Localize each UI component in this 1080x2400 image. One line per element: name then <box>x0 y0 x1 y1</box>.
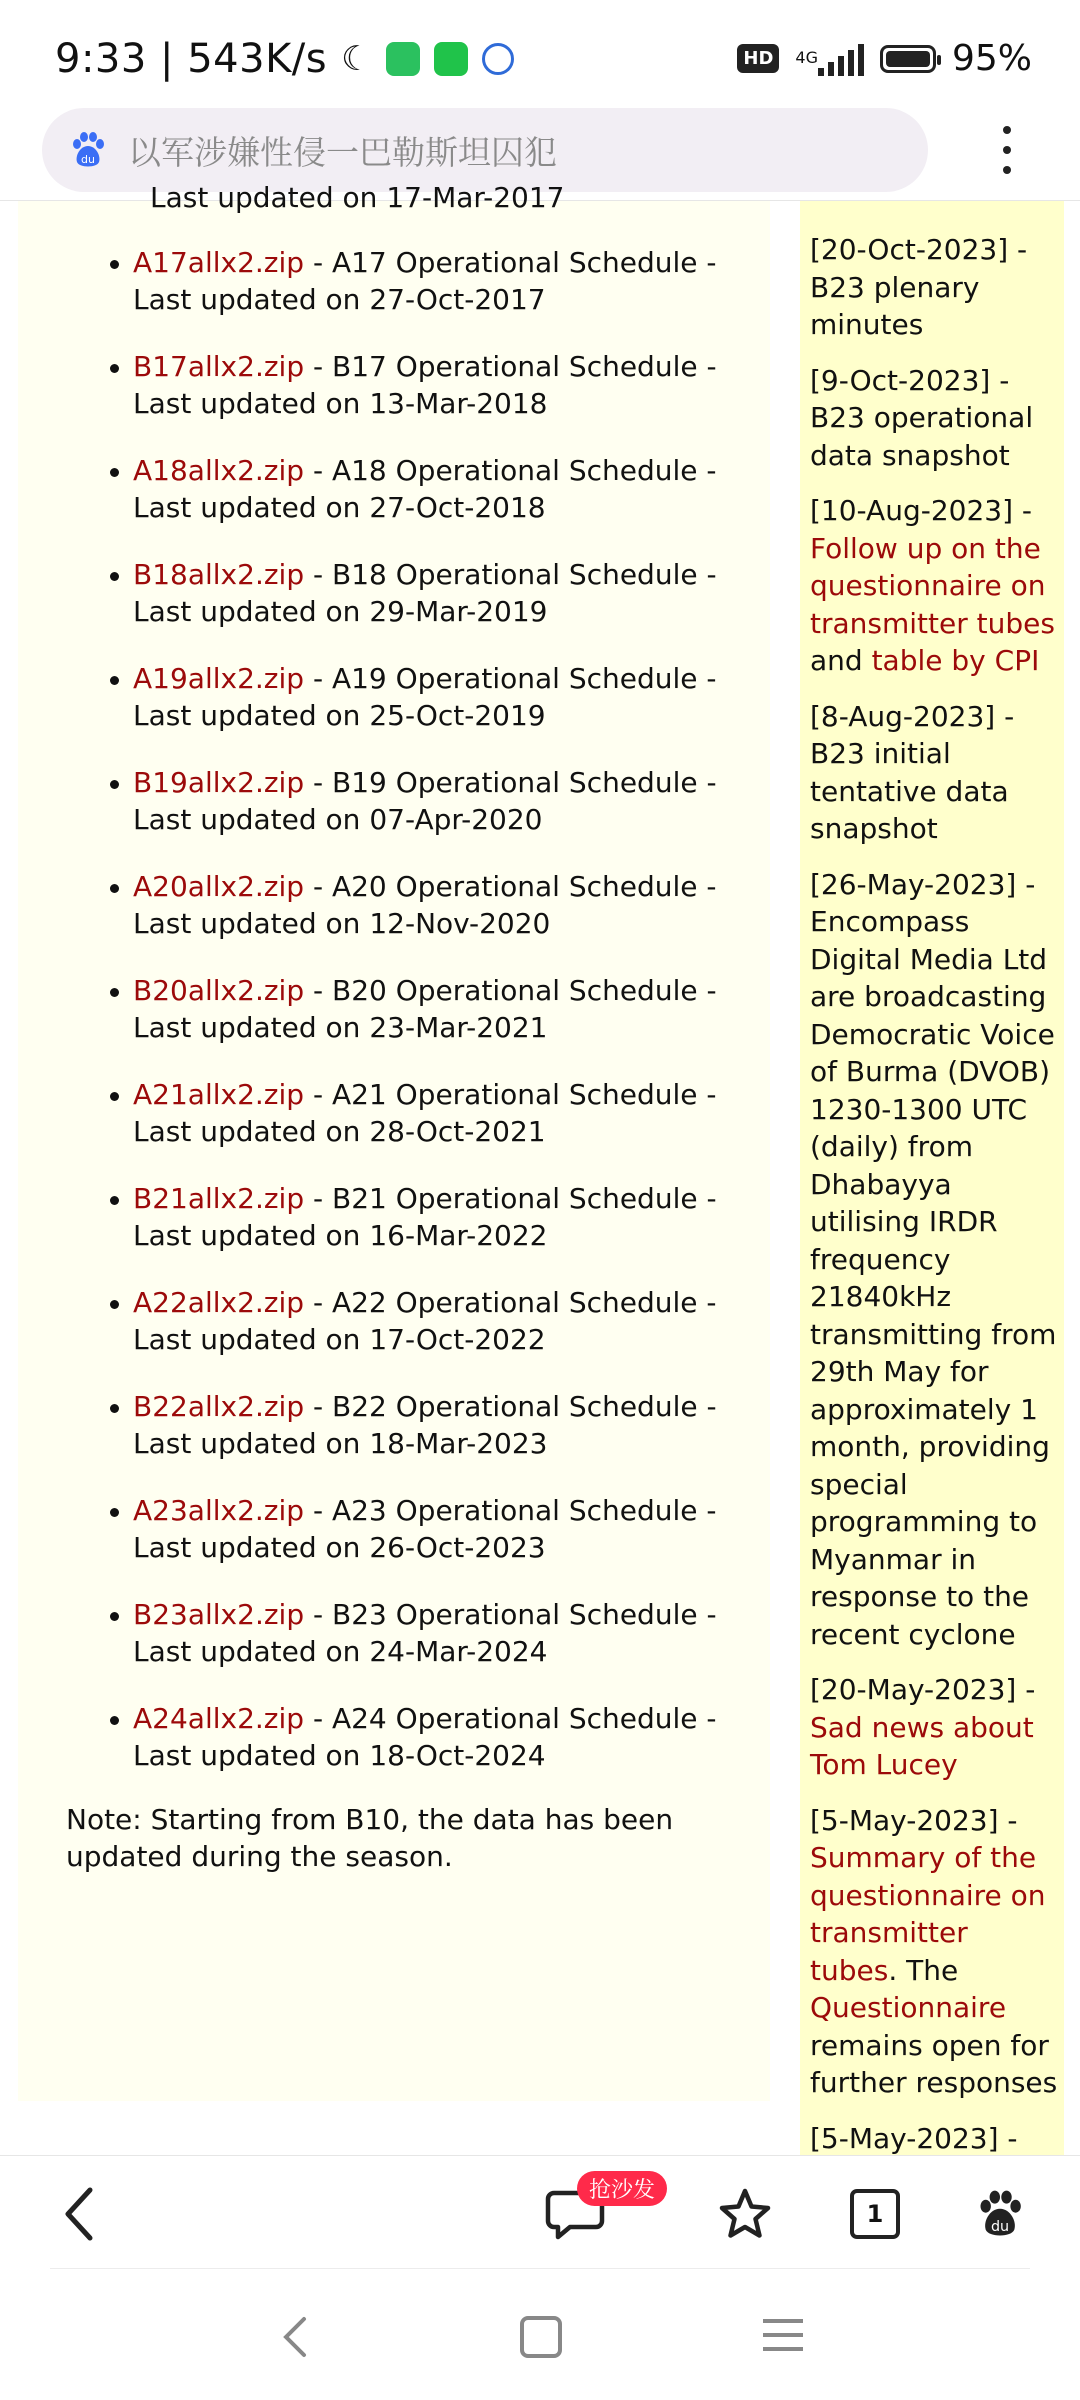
schedule-item <box>18 556 733 660</box>
news-date: [10-Aug-2023] - <box>810 494 1033 527</box>
schedule-zip-link[interactable]: A20allx2.zip <box>133 870 305 903</box>
schedule-item <box>18 1180 733 1284</box>
schedule-description: - A18 Operational Schedule - Last updated on 27-Oct-2018 <box>133 454 717 524</box>
svg-text:du: du <box>990 2218 1010 2235</box>
schedule-zip-link[interactable]: B22allx2.zip <box>133 1390 305 1423</box>
main-column <box>18 181 770 2101</box>
schedule-description: - B21 Operational Schedule - Last updated on 16-Mar-2022 <box>133 1182 717 1252</box>
svg-text:du: du <box>81 153 95 166</box>
system-menu-icon[interactable] <box>763 2315 803 2351</box>
schedule-description: - A24 Operational Schedule - Last updated on 18-Oct-2024 <box>133 1702 717 1772</box>
search-input[interactable]: 以军涉嫌性侵一巴勒斯坦囚犯 <box>128 132 557 172</box>
schedule-zip-link[interactable]: B17allx2.zip <box>133 350 305 383</box>
bottom-nav <box>0 2155 1080 2271</box>
schedule-description: - B19 Operational Schedule - Last updated on 07-Apr-2020 <box>133 766 717 836</box>
status-bar <box>0 0 1080 110</box>
schedule-zip-link[interactable]: A21allx2.zip <box>133 1078 305 1111</box>
news-item <box>810 866 1060 1654</box>
schedule-description: - A17 Operational Schedule - Last updated on 27-Oct-2017 <box>133 246 717 316</box>
schedule-item <box>18 764 733 868</box>
news-text: B23 operational data snapshot <box>810 401 1034 472</box>
news-item <box>810 2120 1060 2158</box>
news-item <box>810 231 1060 344</box>
divider <box>50 2268 1030 2269</box>
news-date: [26-May-2023] - <box>810 867 1036 901</box>
schedule-note: Note: Starting from B10, the data has been updated during the season. <box>66 1803 674 1873</box>
schedule-description: - B22 Operational Schedule - Last updated on 18-Mar-2023 <box>133 1390 717 1460</box>
schedule-zip-link[interactable]: B21allx2.zip <box>133 1182 305 1215</box>
network-type: 4G <box>795 47 818 67</box>
comment-badge: 抢沙发 <box>577 2171 667 2206</box>
schedule-zip-link[interactable]: B23allx2.zip <box>133 1598 305 1631</box>
news-date: [5-May-2023] - <box>810 2121 1018 2155</box>
news-date: [20-May-2023] - <box>810 1673 1036 1706</box>
news-item <box>810 698 1060 848</box>
schedule-item <box>18 972 733 1076</box>
wechat-icon <box>386 42 420 76</box>
tab-count: 1 <box>850 2189 900 2239</box>
news-date: [20-Oct-2023] - <box>810 233 1028 266</box>
schedule-zip-link[interactable]: B19allx2.zip <box>133 766 305 799</box>
schedule-list <box>18 244 733 1804</box>
schedule-description: - A22 Operational Schedule - Last updated on 17-Oct-2022 <box>133 1286 717 1356</box>
schedule-item <box>18 1596 733 1700</box>
schedule-description: - B17 Operational Schedule - Last updated on 13-Mar-2018 <box>133 350 717 420</box>
time-speed: 9:33 | 543K/s <box>55 36 328 82</box>
iqiyi-icon <box>434 42 468 76</box>
moon-icon: ☾ <box>341 39 373 79</box>
battery-icon <box>880 45 936 73</box>
schedule-item <box>18 660 733 764</box>
schedule-description: - A21 Operational Schedule - Last updated on 28-Oct-2021 <box>133 1078 717 1148</box>
schedule-item <box>18 452 733 556</box>
news-item <box>810 1671 1060 1784</box>
status-right <box>737 38 1032 79</box>
news-link[interactable]: Questionnaire <box>810 1991 1007 2024</box>
hd-badge: HD <box>737 44 779 73</box>
tabs-button[interactable] <box>835 2156 915 2271</box>
news-date: [9-Oct-2023] - <box>810 363 1010 397</box>
schedule-item <box>18 868 733 972</box>
schedule-item <box>18 1076 733 1180</box>
baidu-logo-icon <box>68 130 108 170</box>
news-text: remains open for further responses <box>810 2028 1058 2099</box>
news-link[interactable]: Summary of the questionnaire on transmitter tubes <box>810 1841 1046 1987</box>
schedule-description: - B20 Operational Schedule - Last updated on 23-Mar-2021 <box>133 974 717 1044</box>
news-date: [8-Aug-2023] - <box>810 699 1015 733</box>
more-menu-icon[interactable] <box>1000 118 1014 184</box>
ifly-icon <box>482 43 514 75</box>
schedule-zip-link[interactable]: A24allx2.zip <box>133 1702 305 1735</box>
news-link[interactable]: Follow up on the questionnaire on transmitter tubes <box>810 531 1055 640</box>
schedule-zip-link[interactable]: B18allx2.zip <box>133 558 305 591</box>
news-text: and <box>810 644 872 677</box>
clipped-text: Last updated on 17-Mar-2017 <box>150 181 565 214</box>
schedule-zip-link[interactable]: B20allx2.zip <box>133 974 305 1007</box>
news-text: B23 initial tentative data snapshot <box>810 737 1009 845</box>
schedule-item <box>18 1284 733 1388</box>
schedule-item <box>18 1700 733 1804</box>
news-text: . The <box>888 1953 959 1987</box>
status-left <box>55 36 514 82</box>
signal-icon <box>795 42 864 76</box>
news-date: [5-May-2023] - <box>810 1803 1018 1837</box>
schedule-description: - A19 Operational Schedule - Last updated on 25-Oct-2019 <box>133 662 717 732</box>
news-item <box>810 1802 1060 2102</box>
schedule-item <box>18 1388 733 1492</box>
favorite-button[interactable] <box>705 2156 785 2271</box>
back-button[interactable] <box>40 2156 120 2271</box>
news-link[interactable]: Sad news about Tom Lucey <box>810 1710 1034 1781</box>
schedule-zip-link[interactable]: A19allx2.zip <box>133 662 305 695</box>
schedule-item <box>18 348 733 452</box>
schedule-zip-link[interactable]: A22allx2.zip <box>133 1286 305 1319</box>
schedule-zip-link[interactable]: A17allx2.zip <box>133 246 305 279</box>
system-home-icon[interactable] <box>520 2316 562 2358</box>
schedule-description: - B23 Operational Schedule - Last updated on 24-Mar-2024 <box>133 1598 717 1668</box>
system-back-icon[interactable] <box>280 2315 310 2363</box>
news-list <box>810 231 1060 2175</box>
schedule-description: - B18 Operational Schedule - Last updated on 29-Mar-2019 <box>133 558 717 628</box>
system-nav-bar <box>0 2270 1080 2400</box>
schedule-item <box>18 1492 733 1596</box>
news-item <box>810 492 1060 680</box>
news-item <box>810 362 1060 475</box>
news-sidebar <box>800 201 1064 2161</box>
schedule-zip-link[interactable]: A18allx2.zip <box>133 454 305 487</box>
news-text: Encompass Digital Media Ltd are broadcasting Democratic Voice of Burma (DVOB) 1230-1300 UTC (daily) from Dhabayya utilising IRDR frequency 21840kHz transmitting from 29th May for approximately 1 month, providing special programming to Myanmar in response to the recent cyclone <box>810 905 1057 1651</box>
schedule-description: - A23 Operational Schedule - Last updated on 26-Oct-2023 <box>133 1494 717 1564</box>
search-bar[interactable] <box>42 108 928 192</box>
news-link[interactable]: table by CPI <box>871 644 1040 677</box>
baidu-home-icon[interactable] <box>960 2156 1040 2271</box>
schedule-item <box>18 244 733 348</box>
battery-percent: 95% <box>951 38 1032 79</box>
news-text: B23 plenary minutes <box>810 270 980 341</box>
schedule-description: - A20 Operational Schedule - Last updated on 12-Nov-2020 <box>133 870 717 940</box>
schedule-zip-link[interactable]: A23allx2.zip <box>133 1494 305 1527</box>
page-content <box>0 181 1080 2156</box>
